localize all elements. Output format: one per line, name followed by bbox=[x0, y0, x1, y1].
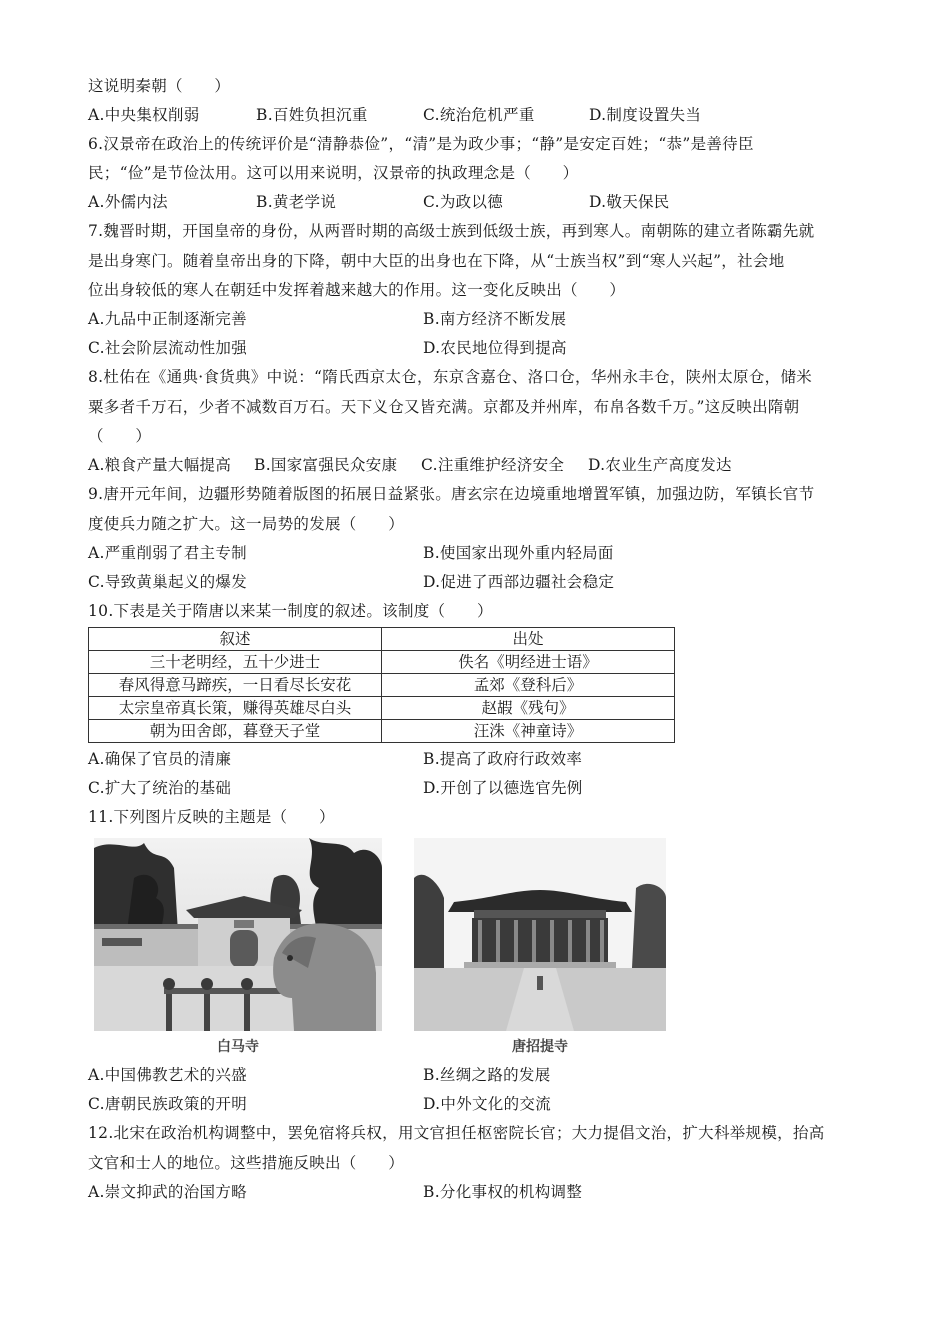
q5-option-c: C.统治危机严重 bbox=[423, 106, 535, 124]
question-12-line-1: 12.北宋在政治机构调整中，罢免宿将兵权，用文官担任枢密院长官；大力提倡文治，扩大科举规模，抬高 bbox=[88, 1124, 825, 1142]
question-7-line-3: 位出身较低的寒人在朝廷中发挥着越来越大的作用。这一变化反映出（ ） bbox=[88, 281, 626, 299]
q7-option-c: C.社会阶层流动性加强 bbox=[88, 339, 248, 357]
q9-option-b: B.使国家出现外重内轻局面 bbox=[423, 544, 614, 562]
q7-option-a: A.九品中正制逐渐完善 bbox=[88, 310, 247, 328]
toshodaiji-caption: 唐招提寺 bbox=[512, 1039, 568, 1055]
q11-option-c: C.唐朝民族政策的开明 bbox=[88, 1095, 248, 1113]
question-6-line-2: 民；“俭”是节俭汰用。这可以用来说明，汉景帝的执政理念是（ ） bbox=[88, 164, 579, 182]
table-header-source: 出处 bbox=[382, 628, 675, 651]
q8-option-a: A.粮食产量大幅提高 bbox=[88, 456, 232, 474]
table-row bbox=[89, 697, 675, 720]
q6-option-d: D.敬天保民 bbox=[589, 193, 670, 211]
q8-option-c: C.注重维护经济安全 bbox=[421, 456, 565, 474]
q10-option-b: B.提高了政府行政效率 bbox=[423, 750, 583, 768]
question-6-line-1: 6.汉景帝在政治上的传统评价是“清静恭俭”，“清”是为政少事；“静”是安定百姓；“恭”是善待臣 bbox=[88, 135, 754, 153]
toshodaiji-image bbox=[414, 838, 666, 1031]
q12-option-a: A.崇文抑武的治国方略 bbox=[88, 1183, 247, 1201]
q12-option-b: B.分化事权的机构调整 bbox=[423, 1183, 583, 1201]
q10-option-d: D.开创了以德选官先例 bbox=[423, 779, 583, 797]
table-cell-narrative: 朝为田舍郎，暮登天子堂 bbox=[89, 720, 382, 743]
q11-option-b: B.丝绸之路的发展 bbox=[423, 1066, 551, 1084]
table-row bbox=[89, 651, 675, 674]
q10-option-a: A.确保了官员的清廉 bbox=[88, 750, 232, 768]
table-header-narrative: 叙述 bbox=[89, 628, 382, 651]
table-cell-source: 赵嘏《残句》 bbox=[382, 697, 675, 720]
q11-option-d: D.中外文化的交流 bbox=[423, 1095, 552, 1113]
question-9-line-2: 度使兵力随之扩大。这一局势的发展（ ） bbox=[88, 515, 405, 533]
table-row bbox=[89, 674, 675, 697]
question-12-line-2: 文官和士人的地位。这些措施反映出（ ） bbox=[88, 1154, 405, 1172]
q6-option-c: C.为政以德 bbox=[423, 193, 504, 211]
q8-option-d: D.农业生产高度发达 bbox=[588, 456, 732, 474]
q7-option-d: D.农民地位得到提高 bbox=[423, 339, 567, 357]
table-cell-source: 汪洙《神童诗》 bbox=[382, 720, 675, 743]
question-8-line-2: 粟多者千万石，少者不减数百万石。天下义仓又皆充满。京都及并州库，布帛各数千万。”这反映出隋朝 bbox=[88, 398, 800, 416]
q8-option-b: B.国家富强民众安康 bbox=[254, 456, 398, 474]
question-11-stem: 11.下列图片反映的主题是（ ） bbox=[88, 808, 335, 826]
toshodaiji-photo bbox=[414, 838, 666, 1060]
q6-option-a: A.外儒内法 bbox=[88, 193, 168, 211]
q10-option-c: C.扩大了统治的基础 bbox=[88, 779, 232, 797]
question-7-line-2: 是出身寒门。随着皇帝出身的下降，朝中大臣的出身也在下降，从“士族当权”到“寒人兴起”，社会地 bbox=[88, 252, 785, 270]
baima-temple-caption: 白马寺 bbox=[217, 1039, 259, 1055]
q6-option-b: B.黄老学说 bbox=[256, 193, 337, 211]
question-8-line-1: 8.杜佑在《通典·食货典》中说：“隋氏西京太仓，东京含嘉仓、洛口仓，华州永丰仓，陕州太原仓，储米 bbox=[88, 368, 813, 386]
question-9-line-1: 9.唐开元年间，边疆形势随着版图的拓展日益紧张。唐玄宗在边境重地增置军镇，加强边防，军镇长官节 bbox=[88, 485, 815, 503]
table-cell-narrative: 春风得意马蹄疾，一日看尽长安花 bbox=[89, 674, 382, 697]
question-5-stem: 这说明秦朝（ ） bbox=[88, 77, 231, 95]
table-cell-narrative: 太宗皇帝真长策，赚得英雄尽白头 bbox=[89, 697, 382, 720]
table-cell-narrative: 三十老明经，五十少进士 bbox=[89, 651, 382, 674]
question-7-line-1: 7.魏晋时期，开国皇帝的身份，从两晋时期的高级士族到低级士族，再到寒人。南朝陈的建立者陈霸先就 bbox=[88, 222, 815, 240]
baima-temple-image bbox=[94, 838, 382, 1031]
table-cell-source: 佚名《明经进士语》 bbox=[382, 651, 675, 674]
q9-option-c: C.导致黄巢起义的爆发 bbox=[88, 573, 248, 591]
table-cell-source: 孟郊《登科后》 bbox=[382, 674, 675, 697]
q5-option-b: B.百姓负担沉重 bbox=[256, 106, 368, 124]
q5-option-a: A.中央集权削弱 bbox=[88, 106, 200, 124]
q5-option-d: D.制度设置失当 bbox=[589, 106, 702, 124]
q9-option-a: A.严重削弱了君主专制 bbox=[88, 544, 247, 562]
table-row bbox=[89, 720, 675, 743]
question-8-line-3: （ ） bbox=[88, 427, 152, 445]
q7-option-b: B.南方经济不断发展 bbox=[423, 310, 567, 328]
q9-option-d: D.促进了西部边疆社会稳定 bbox=[423, 573, 615, 591]
question-10-stem: 10.下表是关于隋唐以来某一制度的叙述。该制度（ ） bbox=[88, 602, 493, 620]
baima-temple-photo bbox=[94, 838, 382, 1060]
imperial-exam-table bbox=[88, 627, 675, 743]
q11-option-a: A.中国佛教艺术的兴盛 bbox=[88, 1066, 247, 1084]
